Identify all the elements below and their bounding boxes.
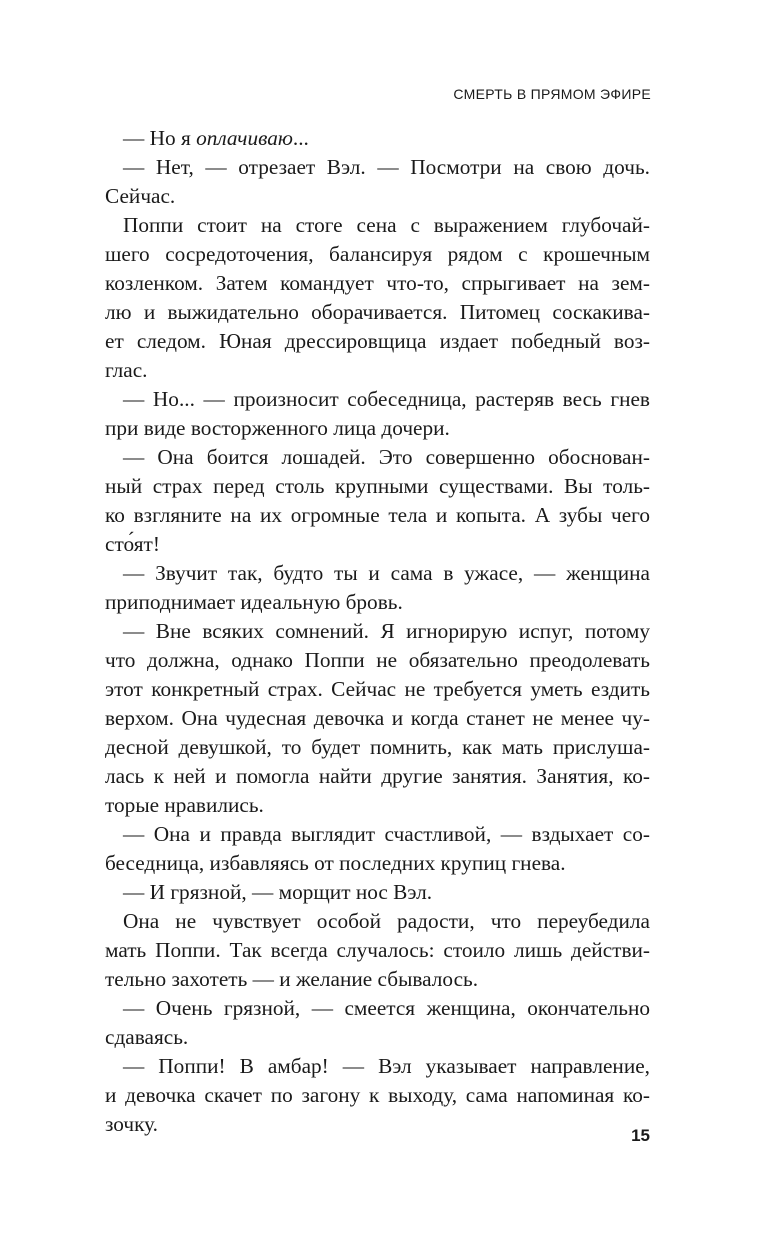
text-line: — Нет, — отрезает Вэл. — Посмотри на свою дочь.: [123, 155, 650, 179]
text-line: ко взгляните на их огромные тела и копыта. А зубы чего: [105, 503, 650, 527]
text-line: — Но я оплачиваю...: [123, 126, 309, 150]
text-line: сто́ят!: [105, 532, 160, 556]
text-line: — Но... — произносит собеседница, растеряв весь гнев: [123, 387, 650, 411]
text-line: Поппи стоит на стоге сена с выражением глубочай-: [123, 213, 650, 237]
text-line: Сейчас.: [105, 184, 176, 208]
text-line: ный страх перед столь крупными существами. Вы толь-: [105, 474, 650, 498]
text-line: шего сосредоточения, балансируя рядом с крошечным: [105, 242, 650, 266]
text-line: — Очень грязной, — смеется женщина, окончательно: [123, 996, 650, 1020]
text-line: торые нравились.: [105, 793, 264, 817]
text-line: при виде восторженного лица дочери.: [105, 416, 450, 440]
text-line: мать Поппи. Так всегда случалось: стоило лишь действи-: [105, 938, 650, 962]
text-line: — Звучит так, будто ты и сама в ужасе, — женщина: [123, 561, 650, 585]
text-line: десной девушкой, то будет помнить, как мать прислуша-: [105, 735, 650, 759]
text-line: зочку.: [105, 1112, 158, 1136]
text-line: верхом. Она чудесная девочка и когда станет не менее чу-: [105, 706, 650, 730]
text-line: этот конкретный страх. Сейчас не требуется уметь ездить: [105, 677, 650, 701]
text-line: козленком. Затем командует что-то, спрыгивает на зем-: [105, 271, 650, 295]
emphasis: оплачиваю: [196, 126, 293, 150]
page-number: 15: [631, 1126, 650, 1145]
text-line: беседница, избавляясь от последних крупиц гнева.: [105, 851, 566, 875]
running-title: СМЕРТЬ В ПРЯМОМ ЭФИРЕ: [453, 86, 651, 102]
body-text: [105, 124, 650, 1139]
text-line: лю и выжидательно оборачивается. Питомец соскакива-: [105, 300, 650, 324]
text-line: тельно захотеть — и желание сбывалось.: [105, 967, 479, 991]
text-line: сдаваясь.: [105, 1025, 189, 1049]
text-line: глас.: [105, 358, 148, 382]
text-line: — Вне всяких сомнений. Я игнорирую испуг, потому: [123, 619, 650, 643]
text-line: ет следом. Юная дрессировщица издает победный воз-: [105, 329, 650, 353]
text-line: приподнимает идеальную бровь.: [105, 590, 403, 614]
text-line: лась к ней и помогла найти другие занятия. Занятия, ко-: [105, 764, 650, 788]
text-line: — И грязной, — морщит нос Вэл.: [123, 880, 433, 904]
text-line: — Поппи! В амбар! — Вэл указывает направление,: [123, 1054, 650, 1078]
text-line: — Она боится лошадей. Это совершенно обоснован-: [123, 445, 650, 469]
text-line: и девочка скачет по загону к выходу, сама напоминая ко-: [105, 1083, 650, 1107]
text-line: что должна, однако Поппи не обязательно преодолевать: [105, 648, 650, 672]
text-line: Она не чувствует особой радости, что переубедила: [123, 909, 650, 933]
text-line: — Она и правда выглядит счастливой, — вздыхает со-: [123, 822, 650, 846]
